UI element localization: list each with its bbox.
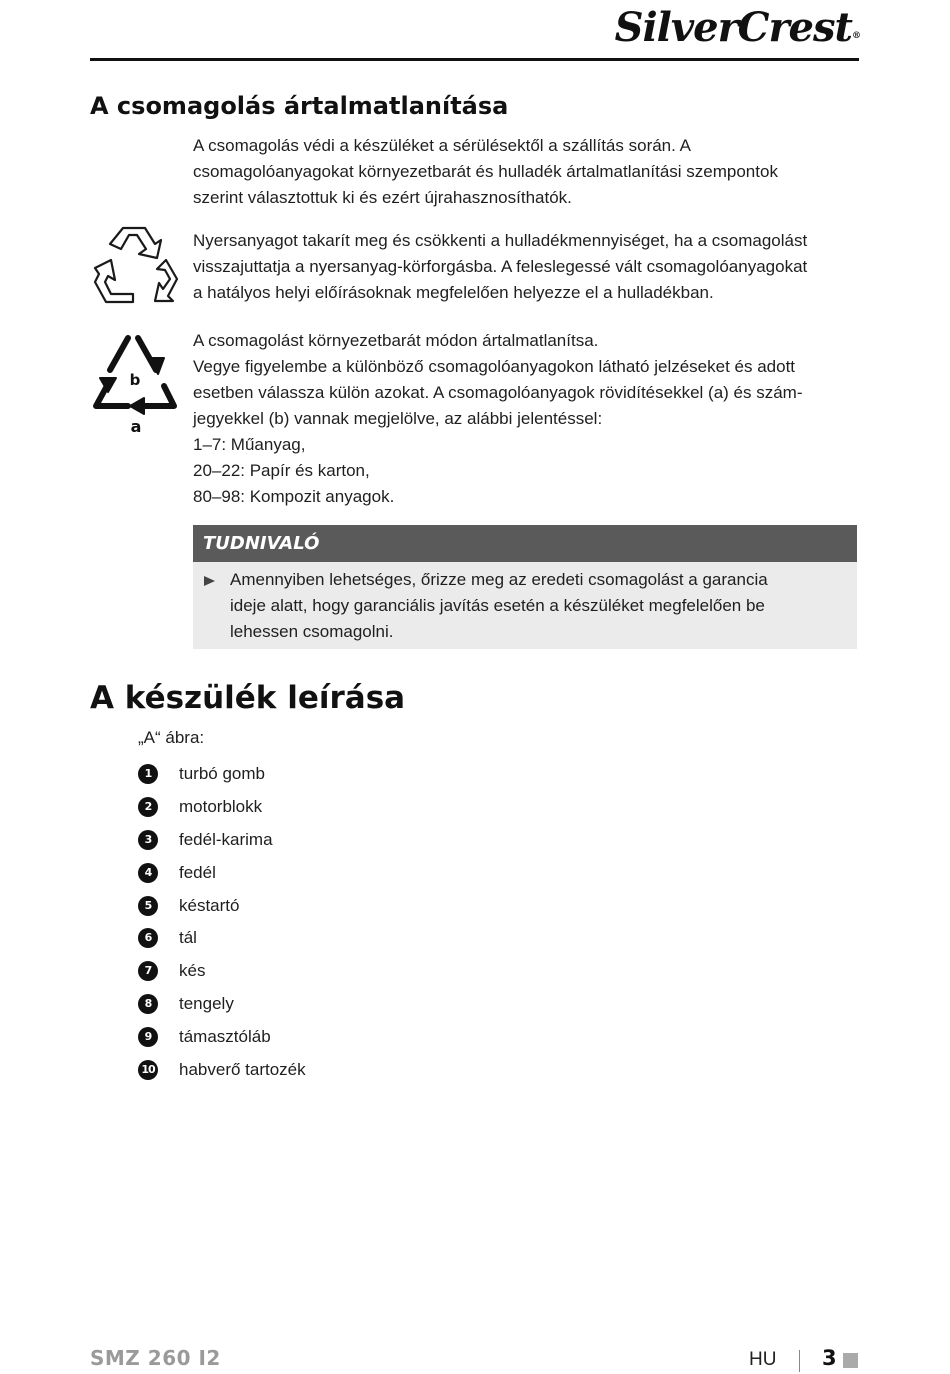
number-badge: 4 bbox=[138, 863, 158, 883]
code-letter-a: a bbox=[130, 417, 142, 436]
number-badge: 9 bbox=[138, 1027, 158, 1047]
figure-label: „A“ ábra: bbox=[138, 728, 205, 747]
paragraph-packaging-intro: A csomagolás védi a készüléket a sérülésektől a szállítás során. A csomagolóanyagokat környezetbarát és hulladék ártalmatlanítási szempontok szerint választottuk ki és ezért újrahasznosíthatók. bbox=[193, 136, 778, 207]
code-letter-b: b bbox=[129, 371, 141, 389]
list-item: 2 motorblokk bbox=[138, 791, 306, 824]
footer-language: HU bbox=[749, 1349, 777, 1370]
number-badge: 5 bbox=[138, 896, 158, 916]
number-badge: 6 bbox=[138, 928, 158, 948]
note-heading: TUDNIVALÓ bbox=[193, 525, 857, 562]
list-item: 4 fedél bbox=[138, 856, 306, 889]
paragraph-recycling: Nyersanyagot takarít meg és csökkenti a hulladékmennyiséget, ha a csomagolást visszajuttatja a nyersanyag-körforgásba. A feleslegessé vált csomagolóanyagokat a hatályos helyi előírásoknak megfelelően helyezze el a hulladékban. bbox=[193, 231, 808, 302]
number-badge: 3 bbox=[138, 830, 158, 850]
header-rule bbox=[90, 58, 859, 61]
note-body: Amennyiben lehetséges, őrizze meg az eredeti csomagolást a garancia ideje alatt, hogy garanciális javítás esetén a készüléket megfelelően be lehessen csomagolni. bbox=[193, 562, 857, 645]
list-item: 1 turbó gomb bbox=[138, 758, 306, 791]
list-item: 7 kés bbox=[138, 955, 306, 988]
page-number: 3 bbox=[822, 1346, 837, 1370]
recycle-icon bbox=[93, 224, 179, 306]
page-marker-square bbox=[843, 1353, 858, 1368]
list-item: 9 támasztóláb bbox=[138, 1020, 306, 1053]
note-box bbox=[193, 525, 857, 649]
list-item: 10 habverő tartozék bbox=[138, 1053, 306, 1086]
footer-model: SMZ 260 I2 bbox=[90, 1346, 221, 1370]
bullet-arrow-icon bbox=[204, 576, 215, 586]
paragraph-disposal-codes: A csomagolást környezetbarát módon ártalmatlanítsa. Vegye figyelembe a különböző csomagolóanyagokon látható jelzéseket és adott esetben válassza külön azokat. A csomagolóanyagok rövidítésekkel (a) és szám- jegyekkel (b) vannak megjelölve, az alábbi jelentéssel: 1–7: Műanyag, 20–22: Papír és karton, 80–98: Kompozit anyagok. bbox=[193, 331, 803, 506]
number-badge: 1 bbox=[138, 764, 158, 784]
list-item: 6 tál bbox=[138, 922, 306, 955]
number-badge: 7 bbox=[138, 961, 158, 981]
footer-divider bbox=[799, 1350, 800, 1372]
list-item: 5 késtartó bbox=[138, 889, 306, 922]
recycling-code-triangle-icon bbox=[88, 330, 184, 436]
number-badge: 2 bbox=[138, 797, 158, 817]
section-title-packaging: A csomagolás ártalmatlanítása bbox=[90, 92, 509, 120]
brand-logo: SilverCrest® bbox=[614, 4, 860, 51]
number-badge: 10 bbox=[138, 1060, 158, 1080]
list-item: 3 fedél-karima bbox=[138, 824, 306, 857]
list-item: 8 tengely bbox=[138, 988, 306, 1021]
number-badge: 8 bbox=[138, 994, 158, 1014]
section-title-description: A készülék leírása bbox=[90, 680, 406, 716]
parts-list bbox=[138, 758, 306, 1086]
